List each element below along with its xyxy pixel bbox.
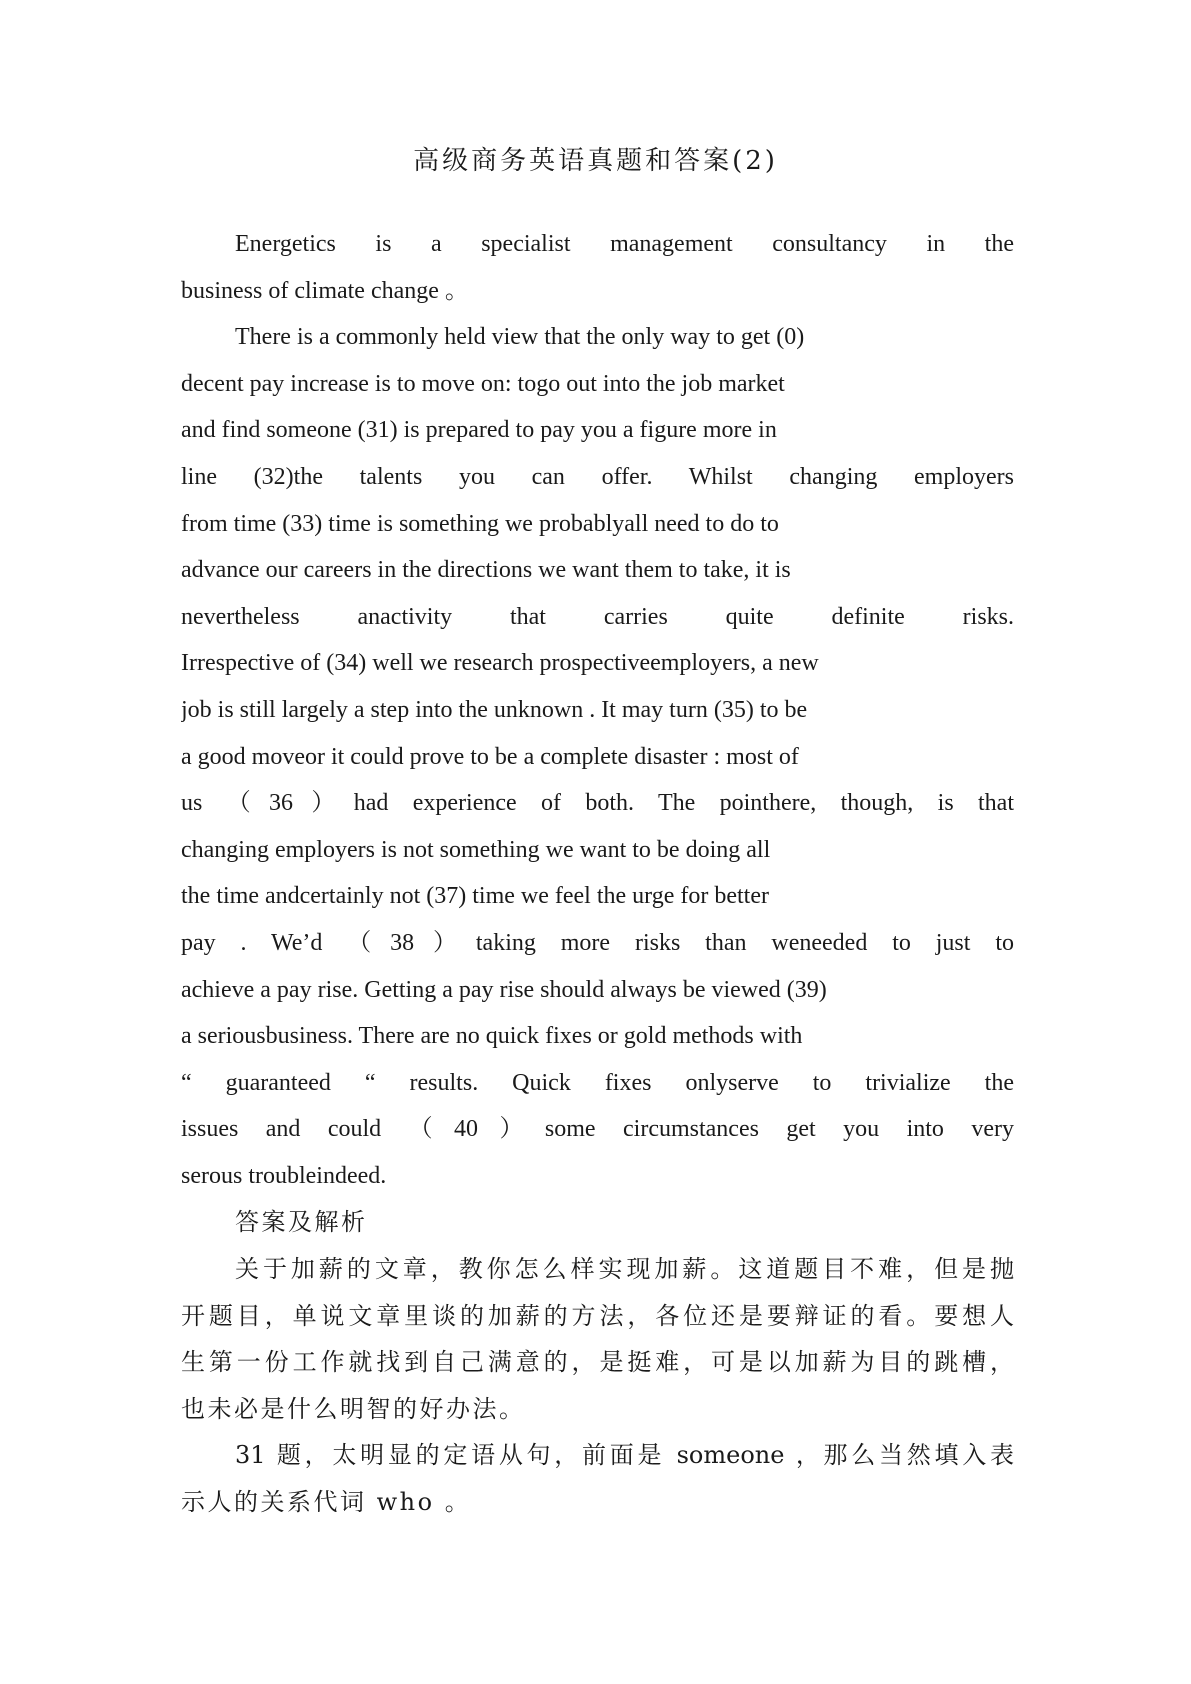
text-line: achieve a pay rise. Getting a pay rise should always be viewed (39) [181, 976, 827, 1003]
text-line: business of climate change 。 [181, 277, 469, 304]
text-line: There is a commonly held view that the only way to get (0) [235, 324, 805, 351]
text-line: a good moveor it could prove to be a complete disaster : most of [181, 743, 799, 770]
text-line: job is still largely a step into the unknown . It may turn (35) to be [181, 696, 808, 723]
text-line: “ guaranteed “ results. Quick fixes onlyserve to trivialize the [181, 1069, 1014, 1096]
text-line: 答案及解析 [235, 1208, 368, 1237]
text-line: line (32)the talents you can offer. Whilst changing employers [181, 463, 1014, 490]
text-line: 31 题，太明显的定语从句，前面是 someone ，那么当然填入表 [235, 1441, 1014, 1470]
text-line: Energetics is a specialist management consultancy in the [235, 231, 1014, 257]
text-line: pay . We’d （38）taking more risks than weneeded to just to [181, 929, 1014, 956]
text-line: the time andcertainly not (37) time we feel the urge for better [181, 883, 769, 910]
text-line: and find someone (31) is prepared to pay you a figure more in [181, 417, 777, 444]
text-line: changing employers is not something we want to be doing all [181, 836, 771, 863]
text-line: from time (33) time is something we probablyall need to do to [181, 510, 779, 537]
text-line: issues and could （40）some circumstances get you into very [181, 1116, 1014, 1143]
text-line: serous troubleindeed. [181, 1162, 387, 1189]
text-line: Irrespective of (34) well we research prospectiveemployers, a new [181, 650, 819, 677]
text-line: decent pay increase is to move on: togo out into the job market [181, 370, 785, 397]
text-line: nevertheless anactivity that carries quite definite risks. [181, 603, 1014, 630]
text-line: 关于加薪的文章，教你怎么样实现加薪。这道题目不难，但是抛 [235, 1255, 1014, 1284]
document-body [181, 221, 1014, 1526]
text-line: 生第一份工作就找到自己满意的，是挺难，可是以加薪为目的跳槽， [181, 1348, 1014, 1377]
text-line: advance our careers in the directions we want them to take, it is [181, 557, 791, 584]
document-title: 高级商务英语真题和答案(2) [413, 146, 778, 176]
text-line: 开题目，单说文章里谈的加薪的方法，各位还是要辩证的看。要想人 [181, 1301, 1014, 1330]
text-line: us （36）had experience of both. The pointhere, though, is that [181, 790, 1014, 817]
text-line: a seriousbusiness. There are no quick fixes or gold methods with [181, 1023, 803, 1050]
text-line: 也未必是什么明智的好办法。 [181, 1394, 526, 1423]
text-line: 示人的关系代词 who 。 [181, 1488, 472, 1517]
